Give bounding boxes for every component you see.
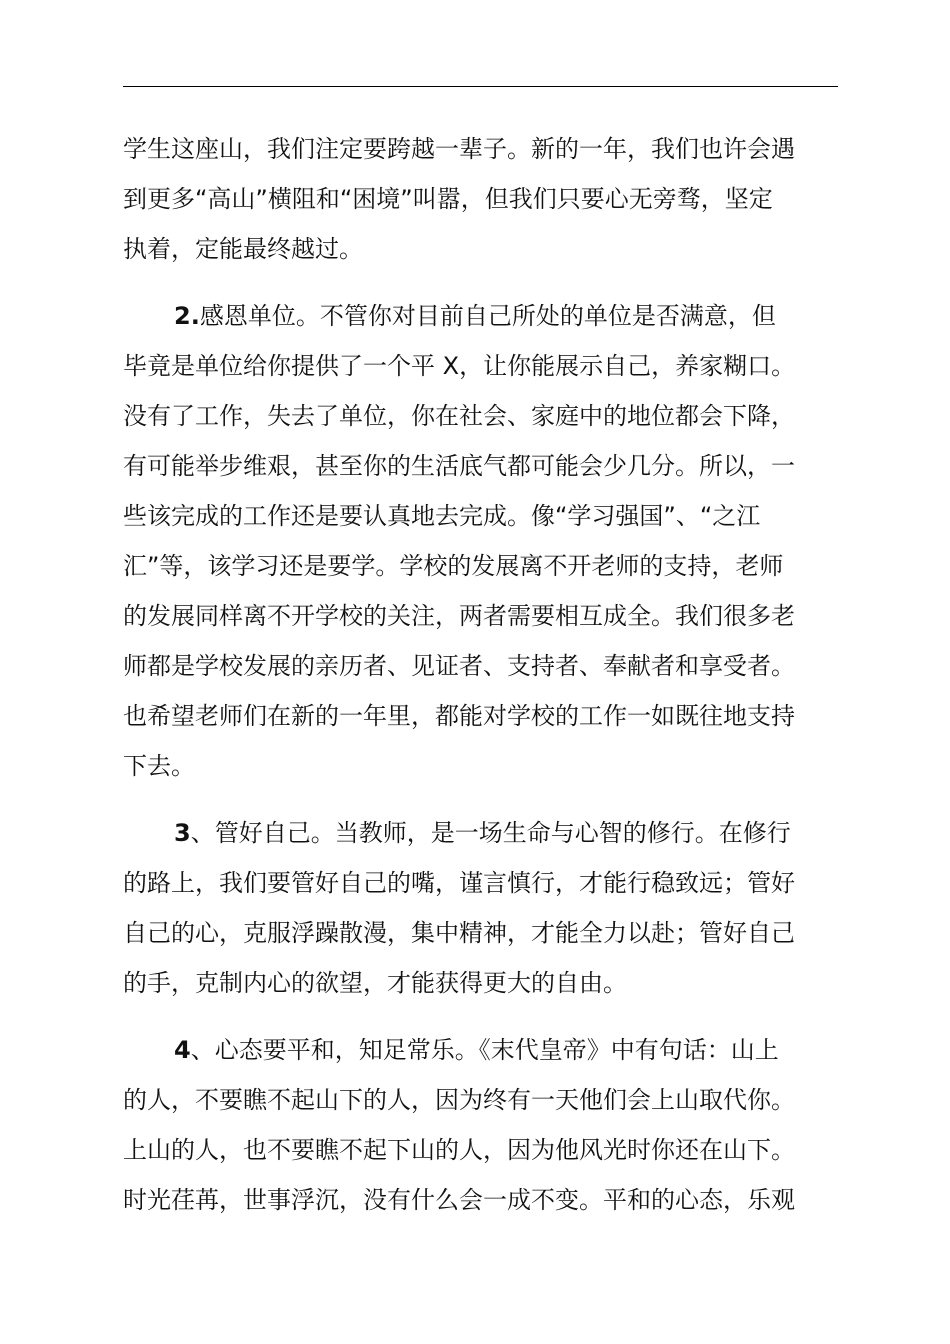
paragraph-number: 3 — [174, 819, 191, 847]
text-line-first — [123, 808, 838, 858]
text-line-first — [123, 291, 838, 341]
paragraph-1 — [123, 124, 838, 274]
text-line: 的发展同样离不开学校的关注，两者需要相互成全。我们很多老 — [123, 602, 795, 630]
text-line: 、管好自己。当教师，是一场生命与心智的修行。在修行 — [190, 819, 791, 847]
text-line: 师都是学校发展的亲历者、见证者、支持者、奉献者和享受者。 — [123, 652, 795, 680]
paragraph-4 — [123, 1025, 838, 1225]
text-line: 时光荏苒，世事浮沉，没有什么会一成不变。平和的心态，乐观 — [123, 1186, 795, 1214]
text-line: 的路上，我们要管好自己的嘴，谨言慎行，才能行稳致远；管好 — [123, 869, 795, 897]
header-rule — [123, 86, 838, 87]
text-line: 毕竟是单位给你提供了一个平 X，让你能展示自己，养家糊口。 — [123, 352, 796, 380]
text-line: 到更多“高山”横阻和“困境”叫嚣，但我们只要心无旁骛，坚定 — [123, 185, 773, 213]
document-body — [123, 124, 838, 1242]
text-line: 学生这座山，我们注定要跨越一辈子。新的一年，我们也许会遇 — [123, 135, 795, 163]
text-line: 没有了工作，失去了单位，你在社会、家庭中的地位都会下降， — [123, 402, 795, 430]
paragraph-3 — [123, 808, 838, 1008]
text-line: 的手，克制内心的欲望，才能获得更大的自由。 — [123, 969, 627, 997]
text-line: 些该完成的工作还是要认真地去完成。像“学习强国”、“之江 — [123, 502, 761, 530]
text-line: 、心态要平和，知足常乐。《末代皇帝》中有句话：山上 — [190, 1036, 779, 1064]
text-line: 执着，定能最终越过。 — [123, 235, 363, 263]
text-line: 下去。 — [123, 752, 195, 780]
text-line: 感恩单位。不管你对目前自己所处的单位是否满意，但 — [199, 302, 776, 330]
paragraph-number: 4 — [174, 1036, 191, 1064]
text-line: 有可能举步维艰，甚至你的生活底气都可能会少几分。所以，一 — [123, 452, 795, 480]
text-line: 也希望老师们在新的一年里，都能对学校的工作一如既往地支持 — [123, 702, 795, 730]
text-line: 汇”等，该学习还是要学。学校的发展离不开老师的支持，老师 — [123, 552, 784, 580]
text-line: 自己的心，克服浮躁散漫，集中精神，才能全力以赴；管好自己 — [123, 919, 795, 947]
text-line-first — [123, 1025, 838, 1075]
text-line: 上山的人，也不要瞧不起下山的人，因为他风光时你还在山下。 — [123, 1136, 795, 1164]
paragraph-2 — [123, 291, 838, 791]
paragraph-number: 2. — [174, 302, 200, 330]
text-line: 的人，不要瞧不起山下的人，因为终有一天他们会上山取代你。 — [123, 1086, 795, 1114]
